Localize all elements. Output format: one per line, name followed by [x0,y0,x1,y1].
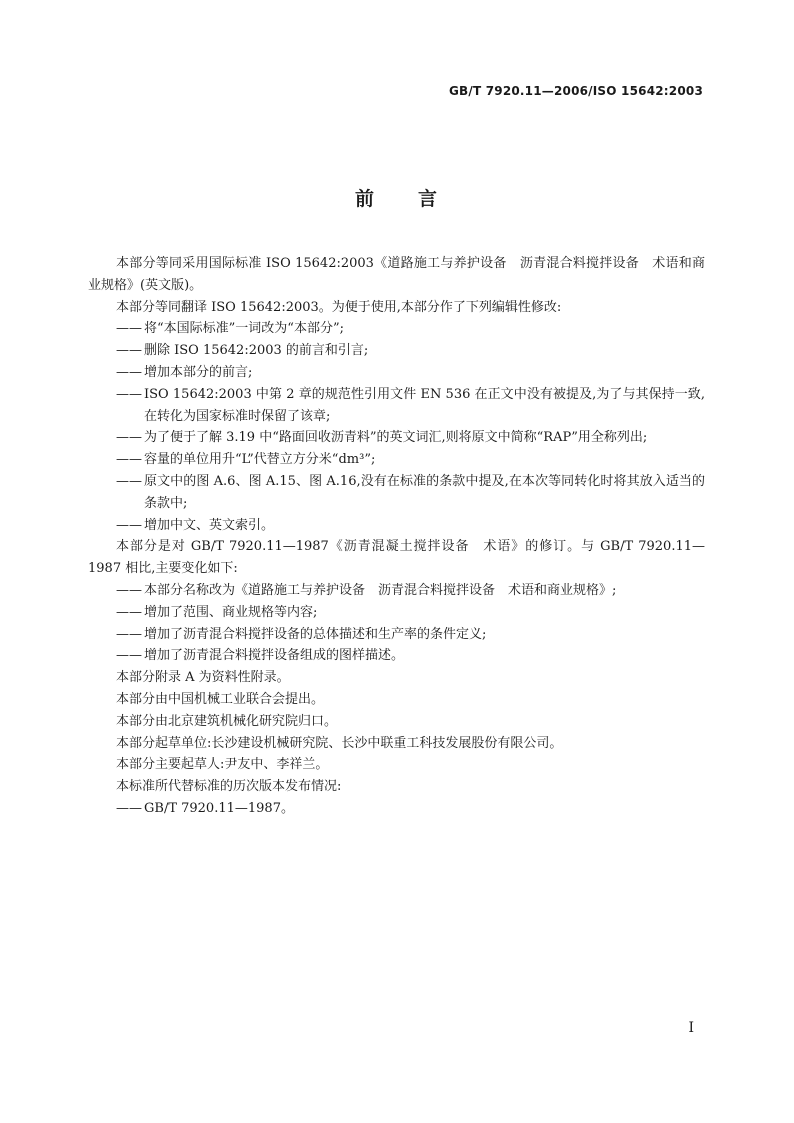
dash-marker: —— [116,364,142,380]
dash-marker: —— [116,604,142,620]
paragraph: 本部分是对 GB/T 7920.11—1987《沥青混凝土搅拌设备 术语》的修订。与 GB/T 7920.11—1987 相比,主要变化如下: [88,539,705,577]
paragraph: 本部分附录 A 为资料性附录。 [116,670,290,686]
foreword-body [88,253,705,820]
dash-marker: —— [116,430,142,446]
dash-marker: —— [116,626,142,642]
list-item [88,362,705,384]
list-item-text: 本部分名称改为《道路施工与养护设备 沥青混合料搅拌设备 术语和商业规格》; [144,582,617,598]
page-number: I [688,1020,694,1036]
dash-marker: —— [116,473,142,489]
dash-marker: —— [116,648,142,664]
dash-marker: —— [116,452,142,468]
paragraph: 本部分由中国机械工业联合会提出。 [116,691,325,707]
paragraph: 本标准所代替标准的历次版本发布情况: [116,779,342,795]
paragraph: 本部分由北京建筑机械化研究院归口。 [116,713,338,729]
dash-marker: —— [116,517,142,533]
dash-marker: —— [116,800,142,816]
standard-number-header: GB/T 7920.11—2006/ISO 15642:2003 [448,84,703,98]
list-item-text: 为了便于了解 3.19 中“路面回收沥青料”的英文词汇,则将原文中简称“RAP”用全称列出; [144,430,648,446]
list-item-text: 将“本国际标准”一词改为“本部分”; [144,321,344,337]
list-item [88,318,705,340]
list-item [88,449,705,471]
list-item [88,798,705,820]
list-item [88,624,705,646]
list-item-text: GB/T 7920.11—1987。 [144,800,294,816]
dash-marker: —— [116,321,142,337]
list-item [88,340,705,362]
list-item [88,471,705,515]
list-item-text: 增加了范围、商业规格等内容; [144,604,318,620]
list-item-text: ISO 15642:2003 中第 2 章的规范性引用文件 EN 536 在正文中没有被提及,为了与其保持一致,在转化为国家标准时保留了该章; [144,386,705,424]
paragraph: 本部分主要起草人:尹友中、李祥兰。 [116,757,329,773]
paragraph: 本部分等同翻译 ISO 15642:2003。为便于使用,本部分作了下列编辑性修改: [116,299,562,315]
list-item [88,602,705,624]
list-item-text: 增加中文、英文索引。 [144,517,275,533]
dash-marker: —— [116,582,142,598]
paragraph: 本部分等同采用国际标准 ISO 15642:2003《道路施工与养护设备 沥青混合料搅拌设备 术语和商业规格》(英文版)。 [88,256,705,293]
dash-marker: —— [116,343,142,359]
list-item [88,427,705,449]
list-item [88,580,705,602]
paragraph: 本部分起草单位:长沙建设机械研究院、长沙中联重工科技发展股份有限公司。 [116,735,563,751]
page-title: 前 言 [354,188,439,210]
dash-marker: —— [116,386,142,402]
list-item-text: 增加本部分的前言; [144,364,253,380]
list-item-text: 容量的单位用升“L”代替立方分米“dm³”; [144,452,376,468]
list-item [88,384,705,428]
list-item-text: 增加了沥青混合料搅拌设备的总体描述和生产率的条件定义; [144,626,487,642]
list-item-text: 增加了沥青混合料搅拌设备组成的图样描述。 [144,648,405,664]
list-item [88,645,705,667]
list-item [88,515,705,537]
list-item-text: 原文中的图 A.6、图 A.15、图 A.16,没有在标准的条款中提及,在本次等同转化时将其放入适当的条款中; [144,473,705,511]
list-item-text: 删除 ISO 15642:2003 的前言和引言; [144,343,369,359]
